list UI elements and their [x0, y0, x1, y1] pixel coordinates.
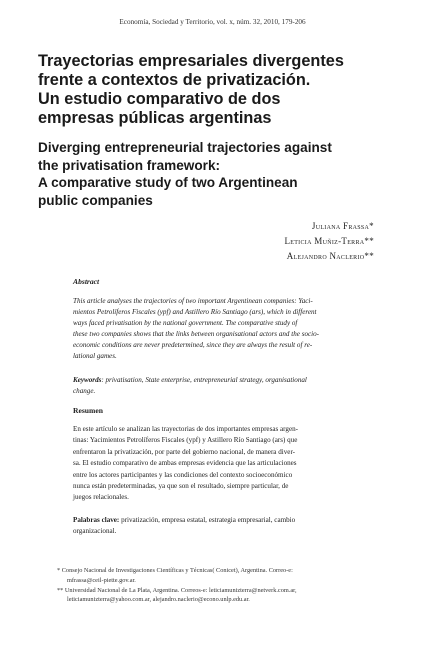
palabras-clave-text: privatización, empresa estatal, estrategia empresarial, cambio — [119, 516, 296, 524]
footnote-line: ** Universidad Nacional de La Plata, Argentina. Correos-e: leticiamunizterra@netverk.com.ar, — [57, 586, 297, 594]
keywords-label: Keywords — [73, 376, 102, 384]
abstract-line: lational games. — [73, 352, 117, 360]
resumen-line: tinas: Yacimientos Petrolíferos Fiscales (ypf) y Astillero Río Santiago (ars) que — [73, 436, 298, 445]
keywords-line — [73, 375, 365, 386]
keywords-block — [73, 375, 365, 397]
spanish-title-line: frente a contextos de privatización. — [38, 71, 311, 89]
english-title-line: A comparative study of two Argentinean — [38, 175, 298, 190]
resumen-line: sa. El estudio comparativo de ambas empresas evidencia que las articulaciones — [73, 459, 297, 468]
resumen-line: enfrentaron la privatización, por parte del gobierno nacional, de manera diver- — [73, 447, 296, 456]
abstract-line: these two companies shows that the links between organisational actors and the socio- — [73, 330, 320, 338]
english-title-line: Diverging entrepreneurial trajectories against — [38, 140, 332, 155]
footnotes — [57, 566, 377, 605]
resumen-text — [73, 424, 365, 504]
resumen-line: nunca están predeterminadas, ya que son el resultado, siempre particular, de — [73, 482, 289, 491]
resumen-line: juegos relacionales. — [73, 493, 129, 502]
spanish-title — [38, 52, 383, 128]
abstract-line: ways faced privatisation by the national government. The comparative study of — [73, 319, 298, 327]
author-name: Alejandro Naclerio** — [286, 251, 374, 261]
abstract-line: mientos Petrolíferos Fiscales (ypf) and Astillero Río Santiago (ars), which in different — [73, 308, 317, 316]
palabras-clave-label: Palabras clave: — [73, 516, 120, 524]
resumen-line: En este artículo se analizan las trayectorias de dos importantes empresas argen- — [73, 425, 299, 433]
author-name: Leticia Muñiz-Terra** — [284, 236, 374, 246]
spanish-title-line: Un estudio comparativo de dos — [38, 90, 281, 108]
author-list — [284, 219, 374, 264]
abstract-text — [73, 296, 365, 362]
abstract-line: economic conditions are never predetermined, since they are always the result of re- — [73, 341, 313, 349]
resumen-heading: Resumen — [73, 406, 103, 415]
keywords-text: : privatisation, State enterprise, entrepreneurial strategy, organisational — [101, 376, 307, 384]
footnote-line: mfrassa@ceil-piette.gov.ar. — [67, 576, 136, 584]
spanish-title-line: Trayectorias empresariales divergentes — [38, 52, 344, 70]
palabras-clave-block — [73, 515, 365, 538]
english-title-line: the privatisation framework: — [38, 157, 221, 173]
english-title — [38, 139, 383, 209]
spanish-title-line: empresas públicas argentinas — [38, 109, 272, 127]
journal-header: Economía, Sociedad y Territorio, vol. x, núm. 32, 2010, 179-206 — [119, 18, 306, 26]
palabras-clave-line — [73, 515, 365, 526]
footnote-line: * Consejo Nacional de Investigaciones Científicas y Técnicas( Conicet), Argentina. Correo-e: — [57, 567, 293, 574]
english-title-line: public companies — [38, 192, 153, 208]
palabras-clave-line: organizacional. — [73, 527, 117, 536]
abstract-heading: Abstract — [73, 277, 100, 286]
resumen-line: entre los actores participantes y las condiciones del contexto socioeconómico — [73, 470, 293, 479]
author-name: Juliana Frassa* — [311, 221, 374, 231]
abstract-line: This article analyses the trajectories of two important Argentinean companies: Yaci- — [73, 297, 313, 305]
keywords-line: change. — [73, 387, 96, 395]
footnote-line: leticiamunizterra@yahoo.com.ar, alejandro.naclerio@econo.unlp.edu.ar. — [67, 596, 250, 604]
